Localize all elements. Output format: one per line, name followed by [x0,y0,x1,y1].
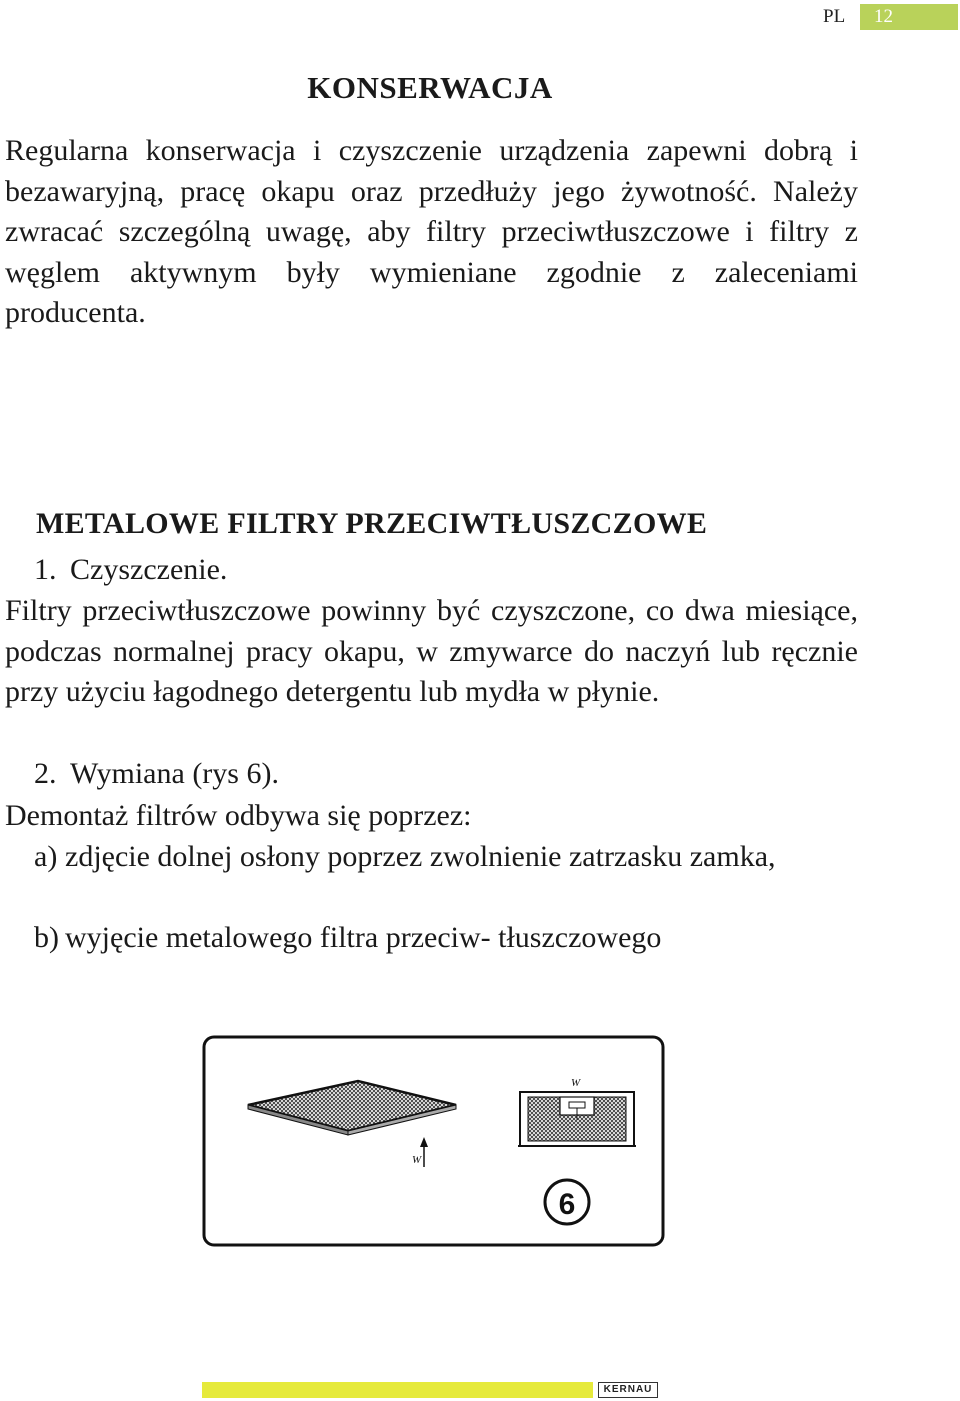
cleaning-paragraph: Filtry przeciwtłuszczowe powinny być czyszczone, co dwa miesiące, podczas normalnej pracy okapu, w zmywarce do naczyń lub ręcznie przy użyciu łagodnego detergentu lub mydła w płynie. [5,594,858,708]
figure-label-right: W [571,1077,581,1089]
brand-logo: KERNAU [598,1382,658,1398]
figure-number: 6 [558,1188,576,1221]
numbered-item-cleaning [34,553,227,587]
step-a [34,837,858,878]
filter-removal-figure [202,1035,665,1247]
intro-paragraph: Regularna konserwacja i czyszczenie urządzenia zapewni dobrą i bezawaryjną, pracę okapu oraz przedłuży jego żywotność. Należy zwracać szczególną uwagę, aby filtry przeciwtłuszczowe i filtry z węglem aktywnym były wymieniane zgodnie z zaleceniami producenta. [5,134,858,329]
section-title: METALOWE FILTRY PRZECIWTŁUSZCZOWE [36,507,708,540]
item-label: Czyszczenie. [70,553,228,586]
numbered-item-replacement [34,757,279,791]
figure-label-left: W [412,1154,422,1166]
step-b [34,918,858,959]
demontaz-paragraph: Demontaż filtrów odbywa się poprzez: [5,799,472,832]
hood-section-icon [518,1092,636,1146]
page-number: 12 [860,4,958,30]
item-number: 1. [34,553,57,586]
item-number: 2. [34,757,57,790]
step-letter: a) [34,840,58,873]
step-text: wyjęcie metalowego filtra przeciw- tłuszczowego [65,921,662,954]
page-language: PL [823,6,846,27]
step-text: zdjęcie dolnej osłony poprzez zwolnienie zatrzasku zamka, [65,840,776,873]
item-label: Wymiana (rys 6). [70,757,279,790]
step-letter: b) [34,921,59,954]
footer-bar [202,1382,593,1398]
page-title: KONSERWACJA [307,70,553,105]
